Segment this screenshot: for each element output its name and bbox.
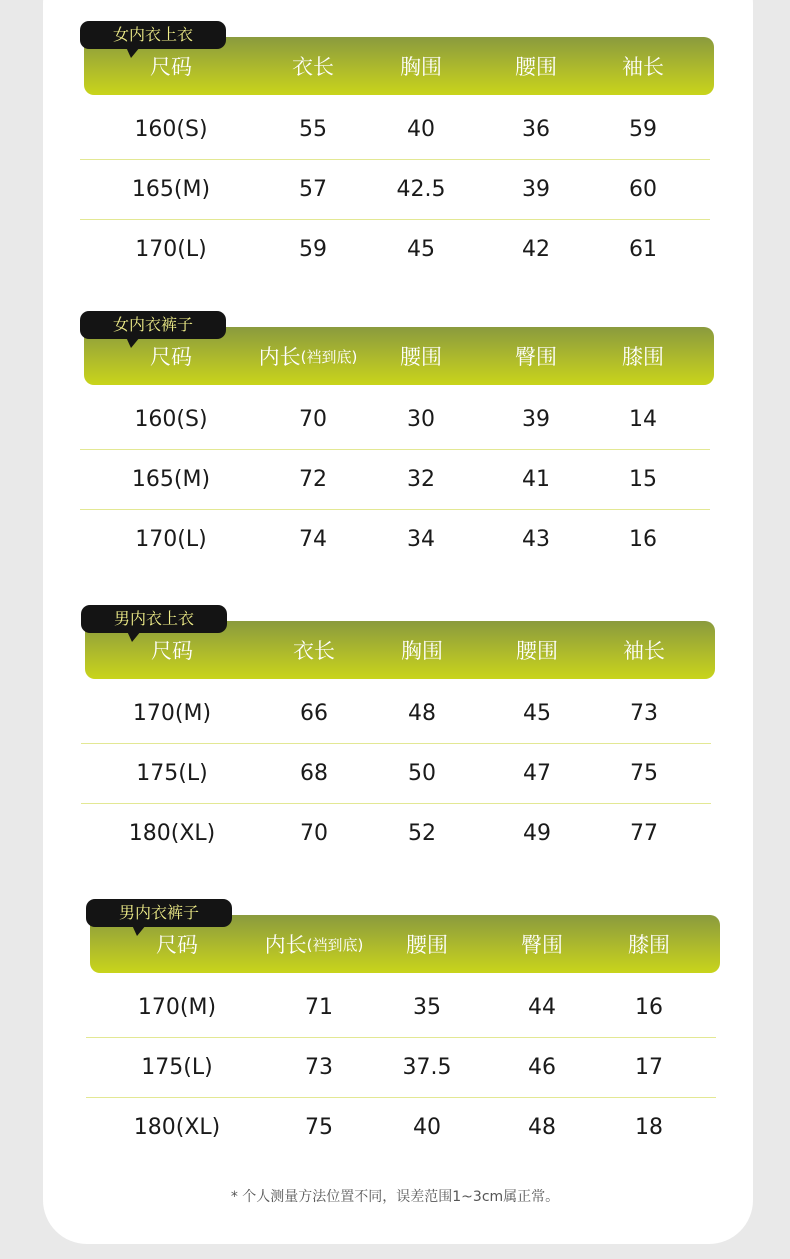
table-cell: 61 (629, 236, 657, 262)
table-tag: 女内衣裤子 (80, 311, 226, 339)
table-cell: 70 (299, 406, 327, 432)
table-cell: 30 (407, 406, 435, 432)
table-cell: 18 (635, 1114, 663, 1140)
header-cell: 尺码 (150, 55, 192, 79)
table-cell: 73 (305, 1054, 333, 1080)
table-cell: 170(M) (132, 700, 212, 726)
table-row (81, 683, 711, 744)
header-cell: 袖长 (622, 55, 664, 79)
table-cell: 43 (522, 526, 550, 552)
table-cell: 59 (629, 116, 657, 142)
table-cell: 40 (413, 1114, 441, 1140)
table-cell: 170(L) (135, 236, 207, 262)
table-cell: 40 (407, 116, 435, 142)
header-cell: 胸围 (401, 639, 443, 663)
table-cell: 48 (528, 1114, 556, 1140)
table-row (86, 1037, 716, 1098)
table-cell: 55 (299, 116, 327, 142)
header-cell-inseam (265, 915, 364, 973)
table-cell: 75 (630, 760, 658, 786)
table-cell: 73 (630, 700, 658, 726)
table-cell: 170(L) (135, 526, 207, 552)
table-cell: 14 (629, 406, 657, 432)
table-cell: 180(XL) (128, 820, 216, 846)
table-cell: 16 (635, 994, 663, 1020)
table-row (80, 389, 710, 450)
table-cell: 46 (528, 1054, 556, 1080)
table-cell: 37.5 (402, 1054, 452, 1080)
table-cell: 42.5 (396, 176, 446, 202)
size-table-men-top (85, 609, 725, 861)
header-cell: 尺码 (150, 345, 192, 369)
table-cell: 165(M) (131, 466, 211, 492)
table-cell: 66 (300, 700, 328, 726)
table-cell: 60 (629, 176, 657, 202)
table-cell: 71 (305, 994, 333, 1020)
table-cell: 72 (299, 466, 327, 492)
table-cell: 170(M) (137, 994, 217, 1020)
header-cell: 腰围 (516, 639, 558, 663)
header-inseam-note: (裆到底) (300, 347, 358, 366)
table-cell: 57 (299, 176, 327, 202)
table-row (86, 977, 716, 1038)
table-row (81, 803, 711, 863)
header-inseam-label: 内长 (258, 345, 301, 369)
table-cell: 16 (629, 526, 657, 552)
table-cell: 15 (629, 466, 657, 492)
table-cell: 17 (635, 1054, 663, 1080)
header-inseam-label: 内长 (264, 933, 307, 957)
table-cell: 74 (299, 526, 327, 552)
header-cell: 衣长 (293, 639, 335, 663)
table-cell: 39 (522, 406, 550, 432)
size-table-men-pants (90, 903, 730, 1155)
table-cell: 45 (407, 236, 435, 262)
header-cell: 膝围 (628, 933, 670, 957)
header-cell: 袖长 (623, 639, 665, 663)
table-cell: 165(M) (131, 176, 211, 202)
table-cell: 42 (522, 236, 550, 262)
table-cell: 47 (523, 760, 551, 786)
table-cell: 44 (528, 994, 556, 1020)
header-inseam-note: (裆到底) (306, 935, 364, 954)
table-tag: 男内衣上衣 (81, 605, 227, 633)
table-cell: 34 (407, 526, 435, 552)
header-cell: 臀围 (521, 933, 563, 957)
table-cell: 49 (523, 820, 551, 846)
table-row (80, 159, 710, 220)
table-cell: 32 (407, 466, 435, 492)
table-cell: 35 (413, 994, 441, 1020)
table-cell: 160(S) (134, 406, 208, 432)
table-row (80, 219, 710, 279)
header-cell: 腰围 (406, 933, 448, 957)
size-table-women-top (84, 25, 724, 277)
header-cell: 尺码 (156, 933, 198, 957)
table-cell: 48 (408, 700, 436, 726)
table-row (81, 743, 711, 804)
header-cell: 胸围 (400, 55, 442, 79)
table-cell: 50 (408, 760, 436, 786)
table-tag: 男内衣裤子 (86, 899, 232, 927)
table-cell: 52 (408, 820, 436, 846)
header-cell: 腰围 (515, 55, 557, 79)
table-cell: 175(L) (136, 760, 208, 786)
table-row (86, 1097, 716, 1157)
table-cell: 160(S) (134, 116, 208, 142)
table-cell: 68 (300, 760, 328, 786)
header-cell: 尺码 (151, 639, 193, 663)
measurement-footnote: * 个人测量方法位置不同，误差范围1~3cm属正常。 (230, 1189, 560, 1205)
table-row (80, 449, 710, 510)
size-table-women-pants (84, 315, 724, 567)
table-cell: 59 (299, 236, 327, 262)
header-cell: 衣长 (292, 55, 334, 79)
table-row (80, 99, 710, 160)
table-cell: 36 (522, 116, 550, 142)
table-cell: 75 (305, 1114, 333, 1140)
table-cell: 77 (630, 820, 658, 846)
table-cell: 175(L) (141, 1054, 213, 1080)
table-tag: 女内衣上衣 (80, 21, 226, 49)
header-cell: 臀围 (515, 345, 557, 369)
table-cell: 45 (523, 700, 551, 726)
table-cell: 180(XL) (133, 1114, 221, 1140)
table-cell: 70 (300, 820, 328, 846)
table-cell: 41 (522, 466, 550, 492)
header-cell: 膝围 (622, 345, 664, 369)
header-cell: 腰围 (400, 345, 442, 369)
table-row (80, 509, 710, 569)
table-cell: 39 (522, 176, 550, 202)
header-cell-inseam (259, 327, 358, 385)
